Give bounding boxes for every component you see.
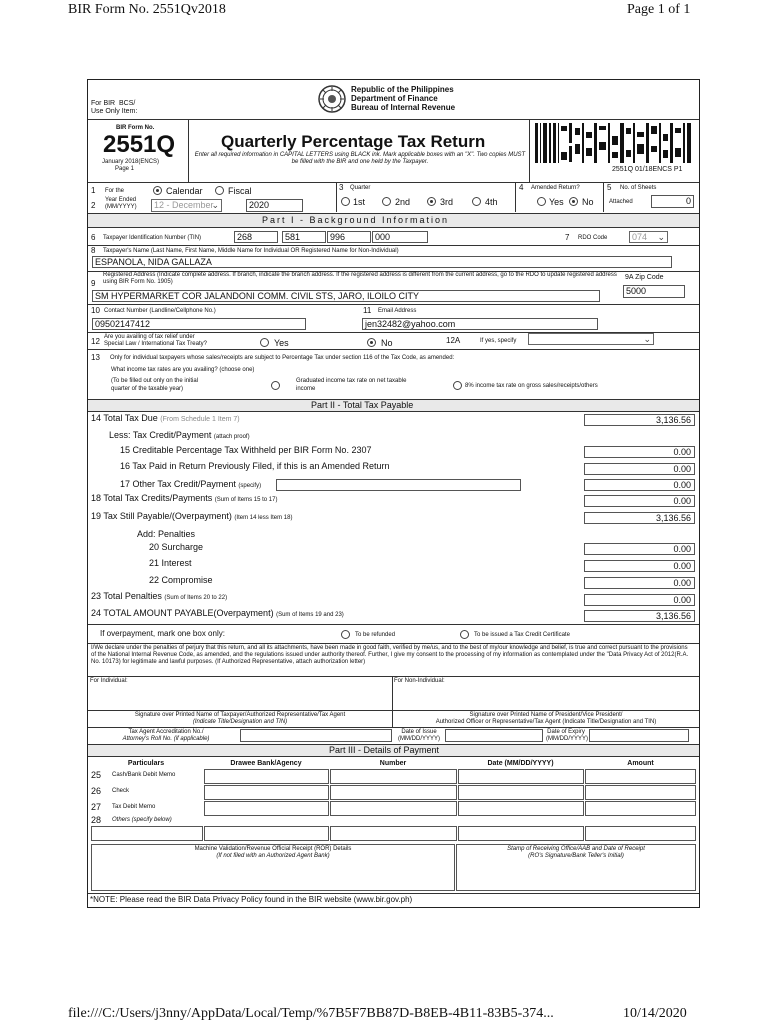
divider <box>88 119 699 120</box>
line-22-label: 22 Compromise <box>149 575 213 585</box>
sheets-label: No. of Sheets <box>620 185 657 191</box>
line-16-label: 16 Tax Paid in Return Previously Filed, if this is an Amended Return <box>120 461 390 471</box>
treaty-specify-select[interactable] <box>528 333 654 345</box>
stamp-label: Stamp of Receiving Office/AAB and Date of Receipt (RO's Signature/Bank Teller's Initial) <box>507 846 645 859</box>
row-25-label: Cash/Bank Debit Memo <box>112 772 176 778</box>
header-drawee-bank: Drawee Bank/Agency <box>230 760 302 767</box>
item-5-number: 5 <box>607 183 612 192</box>
item-2-number: 2 <box>91 201 96 210</box>
row-25-amount-cell[interactable] <box>585 769 696 784</box>
item-1-number: 1 <box>91 186 96 195</box>
line-15-label: 15 Creditable Percentage Tax Withheld per BIR Form No. 2307 <box>120 445 372 455</box>
line-24-label: 24 TOTAL AMOUNT PAYABLE(Overpayment) (Sum of Items 19 and 23) <box>91 608 344 618</box>
row-26-amount-cell[interactable] <box>585 785 696 800</box>
print-footer-date: 10/14/2020 <box>623 1006 687 1021</box>
row-26-number-cell[interactable] <box>330 785 457 800</box>
line-17-label: 17 Other Tax Credit/Payment (specify) <box>120 479 262 489</box>
form-page: Page 1 <box>115 166 135 172</box>
divider <box>88 676 699 677</box>
bir-form-no-label: BIR Form No. <box>116 125 155 131</box>
form-title: Quarterly Percentage Tax Return <box>221 132 486 151</box>
machine-validation-label: Machine Validation/Revenue Official Receipt (ROR) Details (If not filed with an Authorized Agent Bank) <box>194 846 352 859</box>
barcode-caption: 2551Q 01/18ENCS P1 <box>612 166 683 173</box>
line-17-specify-input[interactable] <box>276 479 521 491</box>
header-particulars: Particulars <box>127 760 165 767</box>
part3-title: Part III - Details of Payment <box>329 745 440 755</box>
line-24-value[interactable]: 3,136.56 <box>584 610 695 622</box>
item-12a-number: 12A <box>446 336 461 345</box>
tin-part-4[interactable]: 000 <box>372 231 428 243</box>
row-27-ref-cell[interactable] <box>330 801 457 816</box>
line-22-value[interactable]: 0.00 <box>584 577 695 589</box>
quarter-2nd-label: 2nd <box>395 197 411 207</box>
year-ended-label: Year Ended (MM/YYYY) <box>105 197 137 210</box>
contact-label: Contact Number (Landline/Cellphone No.) <box>104 308 216 314</box>
row-26-bank-cell[interactable] <box>204 785 329 800</box>
header-date: Date (MM/DD/YYYY) <box>487 760 554 767</box>
divider <box>88 304 699 305</box>
rate-question: What income tax rates are you availing? (choose one) <box>111 367 255 373</box>
line-21-label: 21 Interest <box>149 558 192 568</box>
row-28-number: 28 <box>91 815 102 825</box>
row-28-label: Others (specify below) <box>112 817 172 823</box>
form-instructions: Enter all required information in CAPITAL LETTERS using BLACK ink. Mark applicable boxes with an "X". Two copies MUST be filled with the BIR and one held by the Taxpayer. <box>194 152 526 165</box>
amended-no-radio[interactable] <box>569 197 578 206</box>
quarter-4th-radio[interactable] <box>472 197 481 206</box>
tin-part-2[interactable]: 581 <box>282 231 326 243</box>
rdo-label: RDO Code <box>578 235 608 241</box>
row-27-number-cell[interactable] <box>204 801 329 816</box>
line-23-label: 23 Total Penalties (Sum of Items 20 to 22) <box>91 591 228 601</box>
address-label: Registered Address (Indicate complete address. If branch, indicate the branch address. If the registered address is different from the current address, go to the RDO to update registered address using BIR Form No. 1905) <box>103 272 617 285</box>
form-edition: January 2018(ENCS) <box>102 159 160 165</box>
tin-part-3[interactable]: 996 <box>327 231 371 243</box>
line-19-label: 19 Tax Still Payable/(Overpayment) (Item 14 less Item 18) <box>91 511 293 521</box>
line-23-value[interactable]: 0.00 <box>584 594 695 606</box>
row-27-date-cell[interactable] <box>458 801 584 816</box>
line-15-value[interactable]: 0.00 <box>584 446 695 458</box>
tcc-label: To be issued a Tax Credit Certificate <box>474 632 570 638</box>
line-14-label: 14 Total Tax Due (From Schedule 1 Item 7) <box>91 413 240 423</box>
non-individual-signature-label: Signature over Printed Name of President/Vice President/ Authorized Officer or Representative/Tax Agent (Indicate Title/Designation and TIN) <box>435 712 657 725</box>
row-25-date-cell[interactable] <box>458 769 584 784</box>
item-3-number: 3 <box>339 183 344 192</box>
row-28-amount-cell[interactable] <box>585 826 696 841</box>
treaty-yes-radio[interactable] <box>260 338 269 347</box>
name-label: Taxpayer's Name (Last Name, First Name, Middle Name for Individual OR Registered Name for Non-Individual) <box>103 248 399 254</box>
item-8-number: 8 <box>91 246 96 255</box>
for-the-label: For the <box>105 188 125 194</box>
part2-title: Part II - Total Tax Payable <box>311 400 414 410</box>
line-18-label: 18 Total Tax Credits/Payments (Sum of Items 15 to 17) <box>91 493 278 503</box>
zip-input[interactable]: 5000 <box>623 285 685 298</box>
divider <box>88 349 699 350</box>
header-amount: Amount <box>627 760 654 767</box>
print-header-title: BIR Form No. 2551Qv2018 <box>68 2 226 17</box>
divider <box>603 182 604 212</box>
print-footer-path: file:///C:/Users/j3nny/AppData/Local/Temp/%7B5F7BB87D-B8EB-4B11-83B5-374... <box>68 1006 554 1021</box>
divider <box>188 120 189 182</box>
address-input[interactable]: SM HYPERMARKET COR JALANDONI COMM. CIVIL STS, JARO, ILOILO CITY <box>92 290 600 302</box>
line-20-value[interactable]: 0.00 <box>584 543 695 555</box>
divider <box>515 182 516 212</box>
part1-title: Part I - Background Information <box>262 215 450 225</box>
contact-input[interactable]: 09502147412 <box>92 318 306 330</box>
fiscal-label: Fiscal <box>228 186 252 196</box>
divider <box>88 710 699 711</box>
divider <box>88 624 699 625</box>
quarter-1st-radio[interactable] <box>341 197 350 206</box>
divider <box>88 727 699 728</box>
row-26-date-cell[interactable] <box>458 785 584 800</box>
refund-label: To be refunded <box>355 632 396 638</box>
amended-yes-label: Yes <box>549 197 564 207</box>
rdo-select[interactable]: 074 ⌄ <box>629 231 668 243</box>
refund-radio[interactable] <box>341 630 350 639</box>
accreditation-label: Tax Agent Accreditation No./ Attorney's Roll No. (if applicable) <box>122 729 210 742</box>
chevron-down-icon: ⌄ <box>643 334 651 344</box>
chevron-down-icon: ⌄ <box>657 232 665 242</box>
overpayment-label: If overpayment, mark one box only: <box>100 629 225 638</box>
zip-label: 9A Zip Code <box>625 274 664 281</box>
line-19-value[interactable]: 3,136.56 <box>584 512 695 524</box>
sheets-input[interactable]: 0 <box>651 195 694 208</box>
divider <box>88 756 699 757</box>
calendar-label: Calendar <box>166 186 203 196</box>
quarter-3rd-label: 3rd <box>440 197 454 207</box>
amended-no-label: No <box>582 197 594 207</box>
row-26-label: Check <box>112 788 130 794</box>
barcode-image <box>533 122 693 164</box>
divider <box>529 120 530 182</box>
amended-yes-radio[interactable] <box>537 197 546 206</box>
quarter-label: Quarter <box>350 185 371 191</box>
row-27-amount-cell[interactable] <box>585 801 696 816</box>
tin-part-1[interactable]: 268 <box>234 231 278 243</box>
less-label: Less: Tax Credit/Payment (attach proof) <box>109 430 250 440</box>
add-penalties-label: Add: Penalties <box>137 529 196 539</box>
item-11-number: 11 <box>363 306 372 315</box>
declaration-text: I/We declare under the penalties of perjury that this return, and all its attachments, have been made in good faith, verified by me/us, and to the best of my/our knowledge and belief, is true and correct pursuant to the provisions of the National Internal Revenue Code, as amended, and the regulations issued under authority thereof. Further, I give my consent to the processing of my information as contemplated under the "Data Privacy Act of 2012(R.A. No. 10173) for legitimate and lawful purposes. (If Authorized Representative, attach authorization letter) <box>91 645 689 665</box>
date-expiry-input[interactable] <box>589 729 689 742</box>
treaty-label: Are you availing of tax relief under Special Law / International Tax Treaty? <box>104 334 207 347</box>
item-10-number: 10 <box>91 306 100 315</box>
row-28-bank-cell[interactable] <box>204 826 329 841</box>
initial-quarter-note: (To be filled out only on the initial quarter of the taxable year) <box>111 378 199 392</box>
calendar-radio[interactable] <box>153 186 162 195</box>
divider <box>336 182 337 212</box>
quarter-1st-label: 1st <box>353 197 366 207</box>
quarter-3rd-radio[interactable] <box>427 197 436 206</box>
item-13-number: 13 <box>91 353 100 362</box>
divider <box>88 893 699 894</box>
line-16-value[interactable]: 0.00 <box>584 463 695 475</box>
chevron-down-icon: ⌄ <box>211 200 219 210</box>
row-27-label: Tax Debit Memo <box>112 804 156 810</box>
taxpayer-name-input[interactable]: ESPANOLA, NIDA GALLAZA <box>92 256 672 268</box>
row-27-number: 27 <box>91 802 102 812</box>
row-25-number-cell[interactable] <box>330 769 457 784</box>
item-7-number: 7 <box>565 233 570 242</box>
individual-signature-label: Signature over Printed Name of Taxpayer/Authorized Representative/Tax Agent (Indicate Title/Designation and TIN) <box>134 712 346 725</box>
treaty-no-label: No <box>381 338 393 348</box>
row-28-date-cell[interactable] <box>458 826 584 841</box>
row-25-bank-cell[interactable] <box>204 769 329 784</box>
item-9-number: 9 <box>91 279 96 288</box>
date-issue-input[interactable] <box>445 729 543 742</box>
month-select[interactable]: 12 - December ⌄ <box>151 199 222 212</box>
line-14-value[interactable]: 3,136.56 <box>584 414 695 426</box>
graduated-radio[interactable] <box>271 381 280 390</box>
for-individual-label: For Individual: <box>90 678 128 684</box>
email-input[interactable]: jen32482@yahoo.com <box>362 318 598 330</box>
row-28-specify-cell[interactable] <box>91 826 203 841</box>
print-header-page: Page 1 of 1 <box>627 2 691 17</box>
item-6-number: 6 <box>91 233 96 242</box>
graduated-label: Graduated income tax rate on net taxable income <box>296 378 407 392</box>
header-number: Number <box>379 760 407 767</box>
line-17-value[interactable]: 0.00 <box>584 479 695 491</box>
accreditation-input[interactable] <box>240 729 392 742</box>
for-bir-use-only: For BIR BCS/ Use Only Item: <box>91 100 138 115</box>
for-non-individual-label: For Non-Individual: <box>394 678 445 684</box>
line-18-value[interactable]: 0.00 <box>584 495 695 507</box>
amended-label: Amended Return? <box>531 185 580 191</box>
email-label: Email Address <box>378 308 417 314</box>
agency-block: Republic of the Philippines Department of Finance Bureau of Internal Revenue <box>351 85 456 112</box>
divider <box>88 245 699 246</box>
date-expiry-label: Date of Expiry (MM/DD/YYYY) <box>546 729 588 742</box>
year-input[interactable]: 2020 <box>246 199 303 212</box>
divider <box>392 676 393 728</box>
divider <box>88 411 699 412</box>
fiscal-radio[interactable] <box>215 186 224 195</box>
tin-label: Taxpayer Identification Number (TIN) <box>103 235 202 241</box>
item-12-number: 12 <box>91 337 100 346</box>
divider <box>88 227 699 228</box>
item-13-text: Only for individual taxpayers whose sales/receipts are subject to Percentage Tax under section 116 of the Tax Code, as amended: <box>110 355 455 361</box>
line-20-label: 20 Surcharge <box>149 542 204 552</box>
row-26-number: 26 <box>91 786 102 796</box>
date-issue-label: Date of Issue (MM/DD/YYYY) <box>398 729 440 742</box>
eight-percent-radio[interactable] <box>453 381 462 390</box>
row-28-number-cell[interactable] <box>330 826 457 841</box>
quarter-2nd-radio[interactable] <box>382 197 391 206</box>
quarter-4th-label: 4th <box>485 197 498 207</box>
divider <box>88 643 699 644</box>
treaty-yes-label: Yes <box>274 338 289 348</box>
if-yes-label: If yes, specify <box>480 338 517 344</box>
line-21-value[interactable]: 0.00 <box>584 560 695 572</box>
tcc-radio[interactable] <box>460 630 469 639</box>
row-25-number: 25 <box>91 770 102 780</box>
privacy-note: *NOTE: Please read the BIR Data Privacy Policy found in the BIR website (www.bir.gov.ph) <box>90 895 413 904</box>
item-4-number: 4 <box>519 183 524 192</box>
form-number: 2551Q <box>103 131 176 158</box>
treaty-no-radio[interactable] <box>367 338 376 347</box>
eight-percent-label: 8% income tax rate on gross sales/receipts/others <box>465 383 598 389</box>
attached-label: Attached <box>609 199 633 205</box>
bir-seal-icon <box>318 85 346 113</box>
